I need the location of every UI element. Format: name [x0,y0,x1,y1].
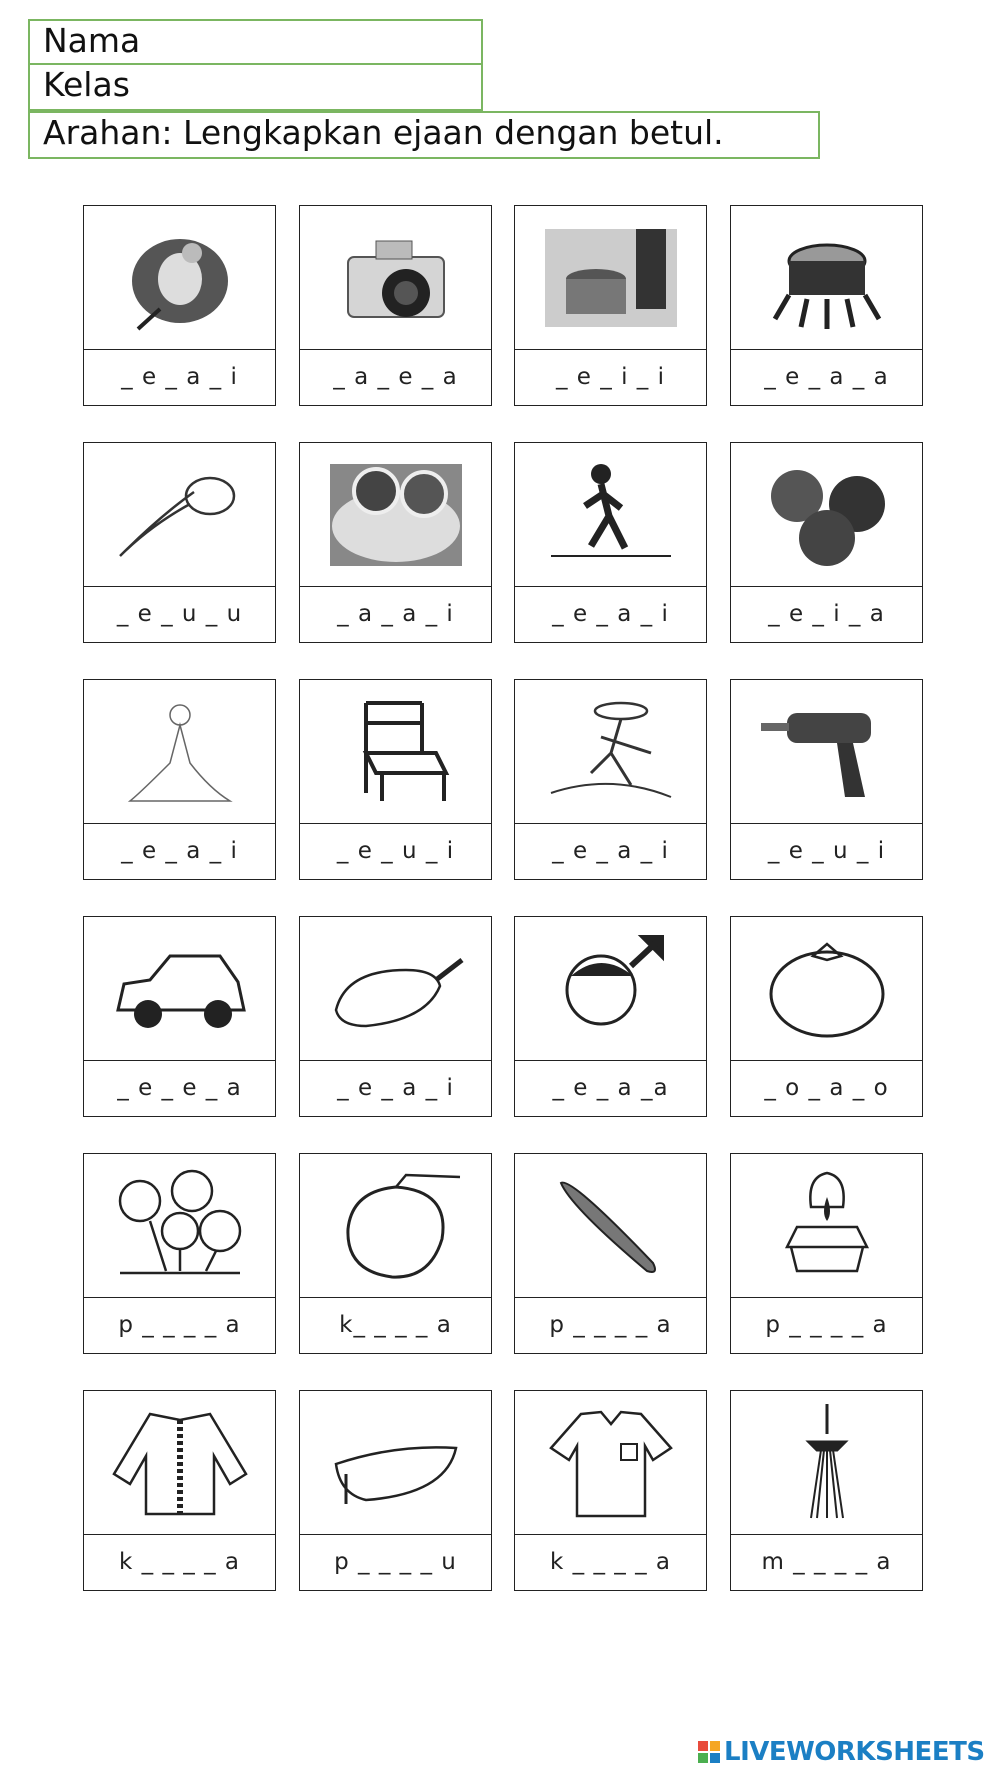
spelling-blank[interactable]: _ e _ u _ i [767,838,886,864]
chair-picture [300,680,491,824]
spelling-blank[interactable]: _ e _ a _ a [764,364,889,390]
word-card-9 [83,679,276,880]
spelling-blank[interactable]: _ e _ a _ i [552,838,669,864]
tower-picture [731,1391,922,1535]
spelling-blank[interactable]: _ e _ e _ a [117,1075,242,1101]
spelling-blank[interactable]: p _ _ _ _ a [549,1312,672,1338]
word-card-20 [730,1153,923,1354]
word-card-4 [730,205,923,406]
drum-picture [731,206,922,350]
bird-picture [84,206,275,350]
yam-picture [300,917,491,1061]
spelling-blank[interactable]: _ e _ a _ i [121,364,238,390]
word-card-1 [83,205,276,406]
logo-text: LIVEWORKSHEETS [724,1737,985,1767]
fairy-picture [84,680,275,824]
word-card-7 [514,442,707,643]
logo-mark-icon [698,1741,720,1763]
word-card-11 [514,679,707,880]
spelling-blank[interactable]: _ e _ a _ i [552,601,669,627]
spelling-blank[interactable]: p _ _ _ _ a [765,1312,888,1338]
word-card-23 [514,1390,707,1591]
word-card-5 [83,442,276,643]
instruction-box [28,111,820,159]
spelling-blank[interactable]: k _ _ _ _ a [119,1549,240,1575]
word-card-18 [299,1153,492,1354]
word-card-24 [730,1390,923,1591]
word-card-19 [514,1153,707,1354]
word-card-13 [83,916,276,1117]
word-card-15 [514,916,707,1117]
instruction-text: Arahan: Lengkapkan ejaan dengan betul. [43,113,724,152]
word-card-10 [299,679,492,880]
oil-lamp-picture [731,1154,922,1298]
word-card-12 [730,679,923,880]
spelling-blank[interactable]: _ o _ a _ o [764,1075,889,1101]
coconut-picture [300,1154,491,1298]
spelling-blank[interactable]: k _ _ _ _ a [550,1549,671,1575]
word-card-22 [299,1390,492,1591]
class-label: Kelas [43,65,130,104]
spelling-blank[interactable]: k_ _ _ _ a [339,1312,452,1338]
pomegranate-picture [731,443,922,587]
tadpole-picture [84,443,275,587]
drill-picture [731,680,922,824]
spelling-blank[interactable]: _ a _ a _ i [337,601,454,627]
shirt-picture [515,1391,706,1535]
word-card-14 [299,916,492,1117]
spelling-blank[interactable]: _ e _ i _ a [768,601,885,627]
spelling-blank[interactable]: p _ _ _ _ a [118,1312,241,1338]
word-card-8 [730,442,923,643]
boat-picture [300,1391,491,1535]
word-card-6 [299,442,492,643]
tomato-picture [731,917,922,1061]
head-arrow-picture [515,917,706,1061]
spelling-blank[interactable]: _ e _ u _ i [336,838,455,864]
spelling-blank[interactable]: m _ _ _ _ a [761,1549,892,1575]
flower-bush-picture [84,1154,275,1298]
spelling-blank[interactable]: _ a _ e _ a [333,364,458,390]
tray-dishes-picture [300,443,491,587]
liveworksheets-logo [698,1737,985,1767]
cucumber-picture [515,1154,706,1298]
well-picture [515,206,706,350]
class-field[interactable] [28,65,483,111]
camera-picture [300,206,491,350]
spelling-blank[interactable]: _ e _ u _ u [116,601,243,627]
spelling-blank[interactable]: _ e _ a _ i [337,1075,454,1101]
baju-kebaya-picture [84,1391,275,1535]
farmer-picture [515,680,706,824]
word-card-21 [83,1390,276,1591]
spelling-blank[interactable]: p _ _ _ _ u [334,1549,457,1575]
spelling-blank[interactable]: _ e _ a _ i [121,838,238,864]
name-field[interactable] [28,19,483,65]
spelling-blank[interactable]: _ e _ i _ i [556,364,665,390]
name-label: Nama [43,21,141,60]
car-picture [84,917,275,1061]
word-card-3 [514,205,707,406]
word-card-16 [730,916,923,1117]
spelling-blank[interactable]: _ e _ a _a [552,1075,669,1101]
word-card-2 [299,205,492,406]
runner-picture [515,443,706,587]
word-card-17 [83,1153,276,1354]
